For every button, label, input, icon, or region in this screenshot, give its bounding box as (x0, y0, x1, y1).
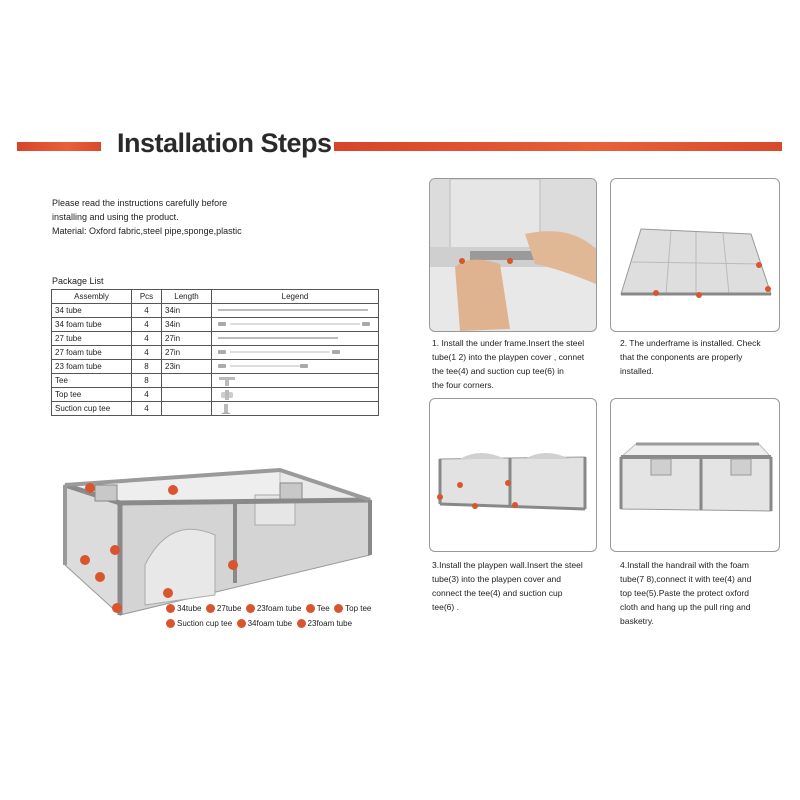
legend-item: Top tee (345, 604, 372, 613)
legend-top-tee (212, 388, 379, 402)
cell-length: 34in (162, 318, 212, 332)
table-row (52, 360, 379, 374)
legend-23-foam-tube (212, 360, 379, 374)
col-legend: Legend (212, 290, 379, 304)
diagram-legend-row-2 (166, 619, 352, 628)
step-1-line-4: the four corners. (432, 380, 494, 390)
top-tee-icon (218, 389, 238, 401)
diagram-legend-row-1 (166, 604, 371, 613)
table-row (52, 332, 379, 346)
cell-length: 27in (162, 332, 212, 346)
legend-number-icon (166, 604, 175, 613)
header-bar-left (17, 142, 101, 151)
legend-number-icon (206, 604, 215, 613)
cell-length (162, 388, 212, 402)
step-4-caption (620, 558, 751, 628)
legend-number-icon (334, 604, 343, 613)
cell-pcs: 4 (132, 402, 162, 416)
step-3-line-4: tee(6) . (432, 602, 459, 612)
cell-assembly: Suction cup tee (52, 402, 132, 416)
legend-number-icon (166, 619, 175, 628)
header-bar-right (334, 142, 782, 151)
step-1-line-1: 1. Install the under frame.Insert the steel (432, 338, 585, 348)
cell-length: 27in (162, 346, 212, 360)
legend-item: 23foam tube (256, 604, 302, 613)
legend-34-tube (212, 304, 379, 318)
table-row (52, 346, 379, 360)
cell-pcs: 8 (132, 360, 162, 374)
cell-pcs: 4 (132, 388, 162, 402)
cell-length: 34in (162, 304, 212, 318)
package-list-label: Package List (52, 276, 104, 286)
tee-icon (218, 375, 238, 387)
table-header-row (52, 290, 379, 304)
cell-assembly: 27 tube (52, 332, 132, 346)
cell-assembly: 34 foam tube (52, 318, 132, 332)
legend-item: Suction cup tee (177, 619, 233, 628)
cell-assembly: Tee (52, 374, 132, 388)
legend-number-icon (237, 619, 246, 628)
intro-line-1: Please read the instructions carefully before (52, 198, 228, 208)
cell-assembly: 34 tube (52, 304, 132, 318)
cell-assembly: 27 foam tube (52, 346, 132, 360)
package-table (51, 289, 379, 416)
table-row (52, 304, 379, 318)
page-title: Installation Steps (117, 128, 332, 158)
step-4-line-2: tube(7 8),connect it with tee(4) and (620, 574, 752, 584)
legend-27-foam-tube (212, 346, 379, 360)
legend-34-foam-tube (212, 318, 379, 332)
cell-pcs: 4 (132, 332, 162, 346)
legend-number-icon (306, 604, 315, 613)
legend-item: 27tube (216, 604, 242, 613)
table-row (52, 318, 379, 332)
legend-27-tube (212, 332, 379, 346)
table-row (52, 388, 379, 402)
legend-item: 34foam tube (247, 619, 293, 628)
step-1-line-2: tube(1 2) into the playpen cover , connet (432, 352, 585, 362)
step-3-photo (429, 398, 597, 552)
step-4-line-3: top tee(5).Paste the protect oxford (620, 588, 749, 598)
col-pcs: Pcs (132, 290, 162, 304)
cell-pcs: 4 (132, 346, 162, 360)
cell-pcs: 4 (132, 304, 162, 318)
legend-item: 23foam tube (307, 619, 353, 628)
cell-pcs: 4 (132, 318, 162, 332)
intro-text (52, 196, 242, 238)
cell-length: 23in (162, 360, 212, 374)
cell-assembly: Top tee (52, 388, 132, 402)
step-3-line-1: 3.Install the playpen wall.Insert the steel (432, 560, 583, 570)
step-2-line-3: installed. (620, 366, 654, 376)
legend-item: 34tube (177, 604, 202, 613)
cell-pcs: 8 (132, 374, 162, 388)
step-4-line-1: 4.Install the handrail with the foam (620, 560, 749, 570)
table-row (52, 374, 379, 388)
legend-item: Tee (316, 604, 330, 613)
intro-line-3: Material: Oxford fabric,steel pipe,sponge,plastic (52, 226, 242, 236)
legend-suction-cup-tee (212, 402, 379, 416)
step-4-line-4: cloth and hang up the pull ring and (620, 602, 751, 612)
cell-assembly: 23 foam tube (52, 360, 132, 374)
suction-cup-tee-icon (218, 403, 238, 415)
col-assembly: Assembly (52, 290, 132, 304)
cell-length (162, 374, 212, 388)
step-1-photo (429, 178, 597, 332)
step-4-line-5: basketry. (620, 616, 654, 626)
table-row (52, 402, 379, 416)
cell-length (162, 402, 212, 416)
step-4-photo (610, 398, 780, 552)
intro-line-2: installing and using the product. (52, 212, 179, 222)
col-length: Length (162, 290, 212, 304)
step-1-line-3: the tee(4) and suction cup tee(6) in (432, 366, 564, 376)
step-2-photo (610, 178, 780, 332)
legend-tee (212, 374, 379, 388)
step-3-caption (432, 558, 583, 614)
step-1-caption (432, 336, 584, 392)
legend-number-icon (297, 619, 306, 628)
step-2-line-1: 2. The underframe is installed. Check (620, 338, 761, 348)
step-2-line-2: that the conponents are properly (620, 352, 743, 362)
step-3-line-3: connect the tee(4) and suction cup (432, 588, 563, 598)
step-2-caption (620, 336, 761, 378)
playpen-diagram (55, 455, 385, 620)
legend-number-icon (246, 604, 255, 613)
step-3-line-2: tube(3) into the playpen cover and (432, 574, 562, 584)
